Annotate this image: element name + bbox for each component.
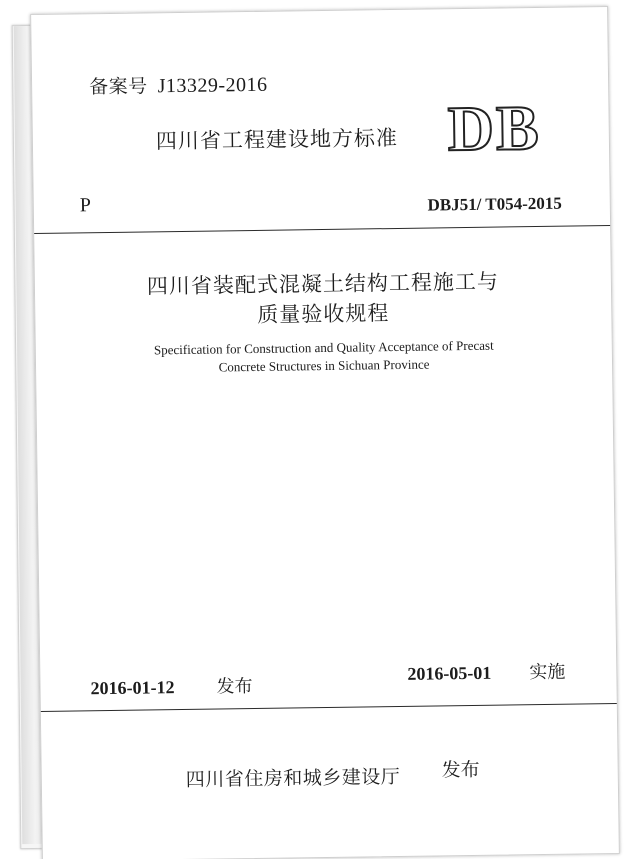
issue-label: 发布 — [216, 676, 253, 698]
classification-mark: P — [79, 194, 92, 217]
title-chinese-line-1: 四川省装配式混凝土结构工程施工与 — [146, 269, 500, 299]
record-number — [89, 70, 268, 99]
book-cover — [30, 6, 620, 859]
title-english-line-2: Concrete Structures in Sichuan Province — [218, 356, 430, 375]
standard-number: DBJ51/ T054-2015 — [427, 193, 562, 215]
implement-date: 2016-05-01 — [407, 662, 492, 684]
issue-date: 2016-01-12 — [90, 677, 175, 699]
top-divider — [34, 225, 610, 234]
publisher: 四川省住房和城乡建设厅 — [185, 765, 401, 791]
record-code: J13329-2016 — [157, 73, 268, 98]
record-label: 备案号 — [88, 75, 148, 99]
title-chinese — [35, 265, 612, 333]
standard-category: 四川省工程建设地方标准 — [155, 125, 399, 154]
title-english-line-1: Specification for Construction and Quality Acceptance of Precast — [153, 337, 494, 358]
implement-label: 实施 — [529, 661, 566, 684]
title-english — [36, 335, 612, 379]
bottom-divider — [41, 703, 617, 712]
publisher-label: 发布 — [441, 758, 480, 782]
title-chinese-line-2: 质量验收规程 — [257, 301, 390, 327]
db-logo: DB — [447, 91, 542, 165]
